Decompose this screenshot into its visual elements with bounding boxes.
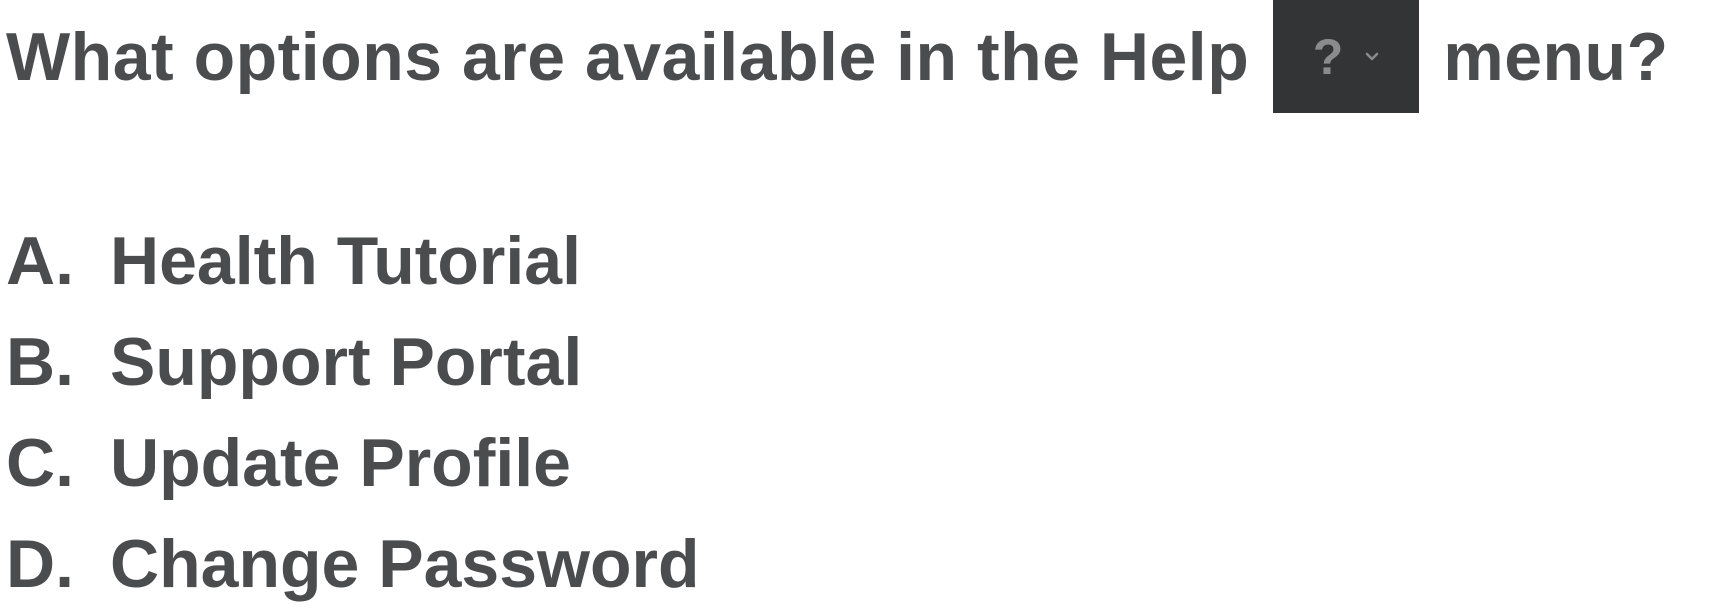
question-mark-icon: ? xyxy=(1312,28,1344,85)
option-letter: D. xyxy=(6,525,74,602)
option-letter: A. xyxy=(6,222,74,299)
question-text xyxy=(6,0,1669,113)
option-text: Support Portal xyxy=(110,323,583,400)
option-letter: B. xyxy=(6,323,74,400)
question-suffix: menu? xyxy=(1443,18,1669,95)
help-menu-button[interactable] xyxy=(1273,0,1419,113)
option-text: Health Tutorial xyxy=(110,222,581,299)
option-text: Change Password xyxy=(110,525,700,602)
option-letter: C. xyxy=(6,424,74,501)
option-d[interactable] xyxy=(6,513,700,614)
answer-options xyxy=(6,210,700,614)
question-prefix: What options are available in the Help xyxy=(6,18,1250,95)
option-c[interactable] xyxy=(6,412,700,513)
option-text: Update Profile xyxy=(110,424,571,501)
chevron-down-icon xyxy=(1364,49,1380,65)
option-a[interactable] xyxy=(6,210,700,311)
option-b[interactable] xyxy=(6,311,700,412)
